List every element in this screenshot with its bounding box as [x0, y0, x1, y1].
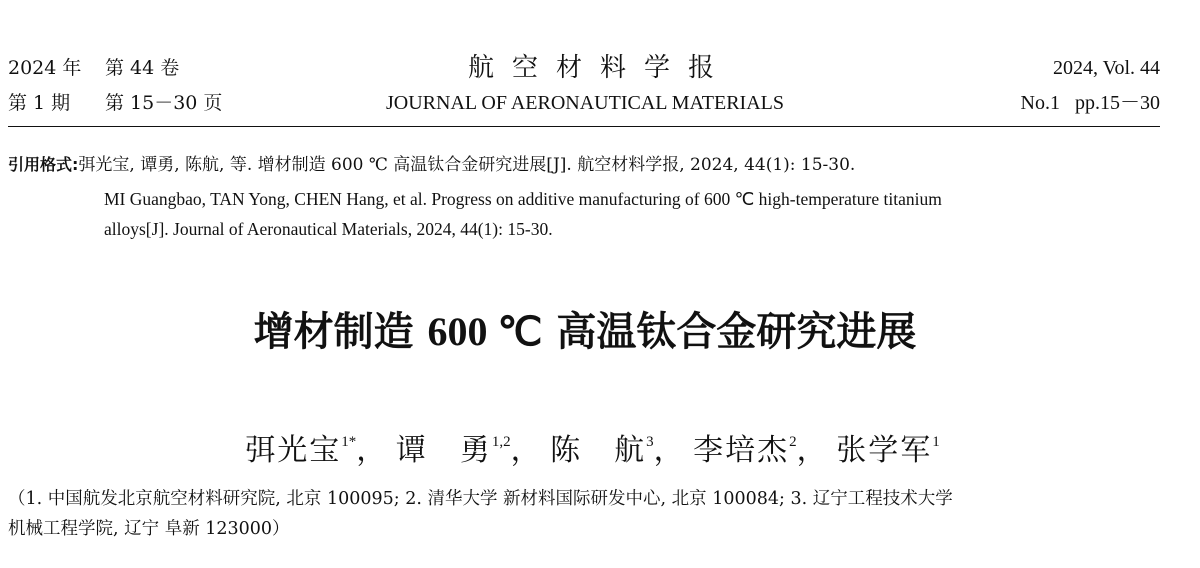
journal-title-cn: 航空材料学报 [467, 53, 732, 83]
citation-cn-text: 弭光宝, 谭勇, 陈航, 等. 增材制造 600 ℃ 高温钛合金研究进展[J]. 航空材料学报, 2024, 44(1): 15-30. [78, 155, 856, 175]
header-issue-pages-en: No.1 pp.15－30 [1020, 92, 1160, 114]
author-name: 谭 勇 [395, 433, 492, 468]
header-issue-cn: 第 1 期 [8, 92, 71, 114]
citation-label: 引用格式: [8, 155, 79, 174]
author-affil-mark: 3 [646, 434, 654, 450]
header-year-cn: 2024 年 [8, 57, 82, 79]
article-title [0, 306, 1170, 358]
affiliations [8, 484, 1168, 544]
header-year-vol-en: 2024, Vol. 44 [1052, 57, 1160, 79]
header-pages-cn: 第 15－30 页 [105, 92, 223, 114]
header-volume-cn: 第 44 卷 [105, 57, 180, 79]
affiliation-line1: （1. 中国航发北京航空材料研究院, 北京 100095; 2. 清华大学 新材料国际研发中心, 北京 100084; 3. 辽宁工程技术大学 [8, 489, 953, 509]
title-part1: 增材制造 [253, 309, 414, 355]
title-part2: 高温钛合金研究进展 [556, 309, 917, 355]
author-list: 弭光宝$^{1*}$， 谭 勇$^{1,2}$， 陈 航$^3$， 李培杰$^2$， 张学军$^1$ [245, 433, 940, 468]
author-name: 李培杰 [693, 433, 790, 468]
author-affil-mark: 1,2 [491, 434, 511, 450]
journal-title-en: JOURNAL OF AERONAUTICAL MATERIALS [386, 92, 784, 114]
author-name: 陈 航 [550, 433, 647, 468]
citation-en-line2: alloys[J]. Journal of Aeronautical Materials, 2024, 44(1): 15-30. [104, 219, 553, 239]
author-name: 弭光宝 [245, 433, 342, 468]
author-affil-mark: 1* [341, 434, 357, 450]
header-rule [8, 126, 1160, 127]
author-affil-mark: 2 [789, 434, 797, 450]
title-num: 600 ℃ [427, 309, 543, 354]
author-affil-mark: 1 [932, 434, 940, 450]
author-name: 张学军 [836, 433, 933, 468]
affiliation-line2: 机械工程学院, 辽宁 阜新 123000） [8, 519, 290, 539]
citation-cn [8, 150, 1168, 180]
citation-en-line1: MI Guangbao, TAN Yong, CHEN Hang, et al. Progress on additive manufacturing of 600 ℃ high-temperature titanium [104, 189, 942, 209]
